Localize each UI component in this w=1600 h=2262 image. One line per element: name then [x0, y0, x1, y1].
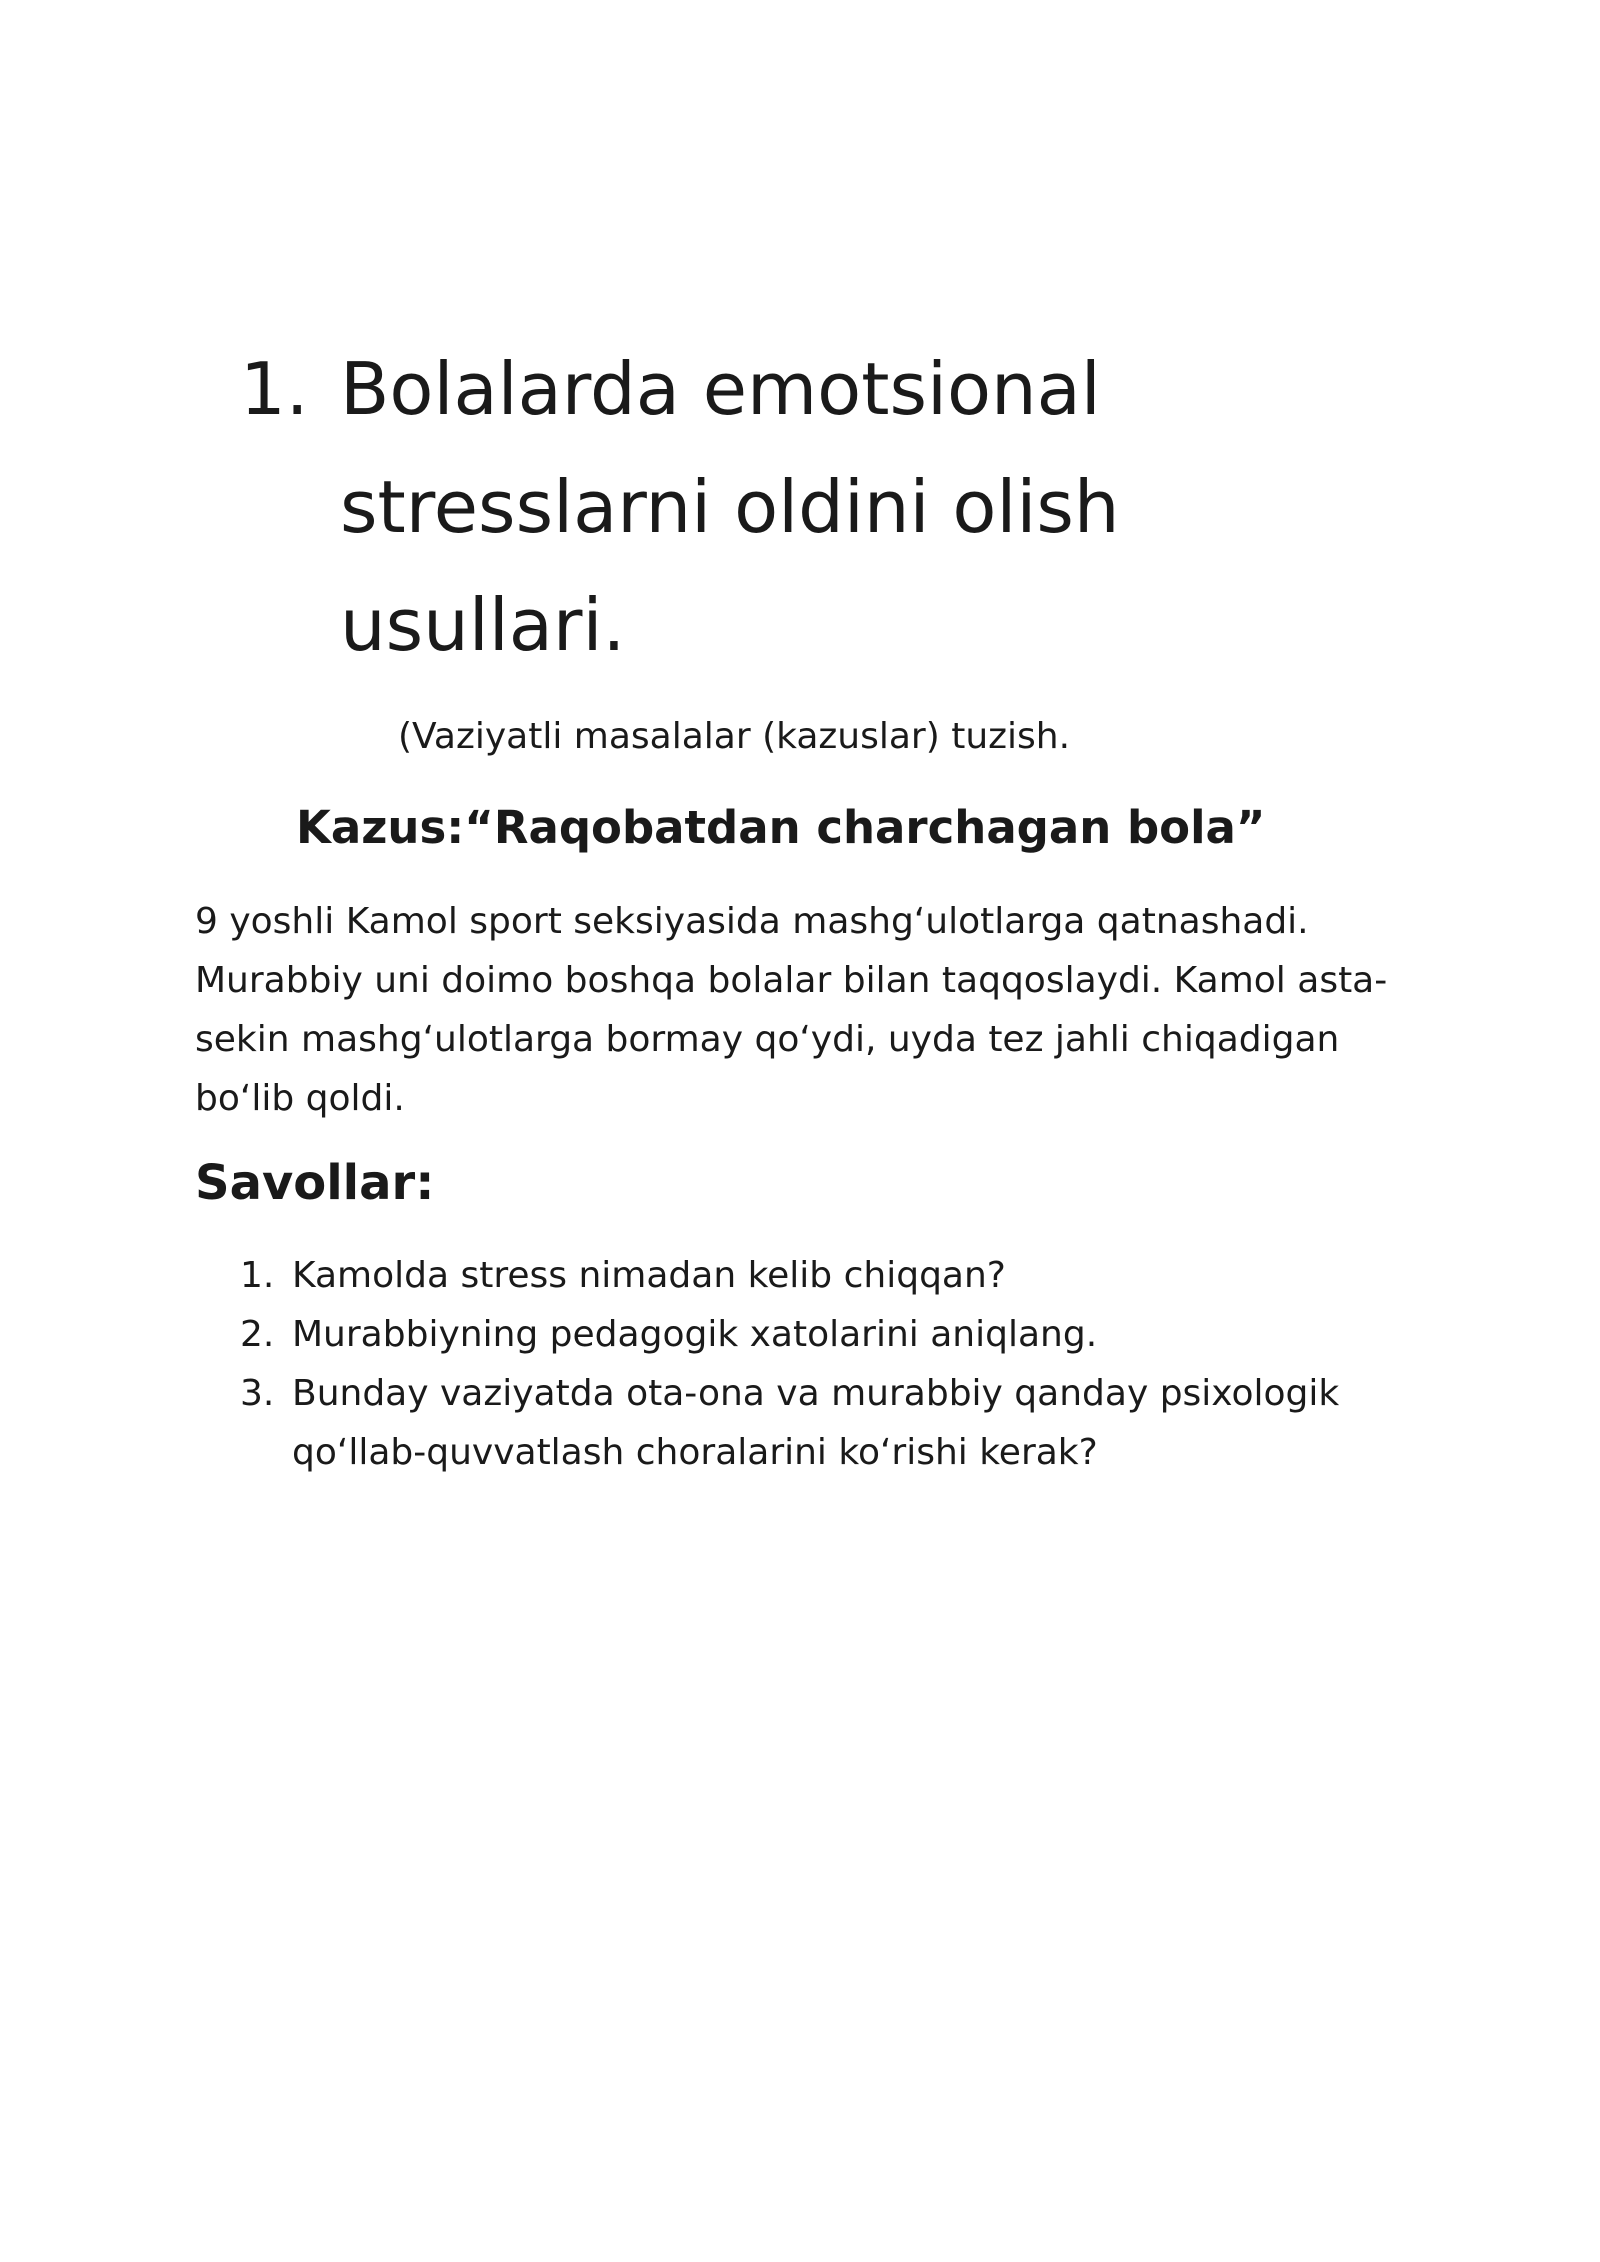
list-item — [240, 1246, 1390, 1305]
question-text: Kamolda stress nimadan kelib chiqqan? — [292, 1255, 1006, 1296]
questions-heading: Savollar: — [195, 1155, 435, 1211]
list-item — [240, 1305, 1390, 1364]
question-number: 2. — [240, 1314, 275, 1355]
question-number: 1. — [240, 1255, 275, 1296]
question-text: Bunday vaziyatda ota-ona va murabbiy qanday psixologik qo‘llab-quvvatlash choralarini ko‘rishi kerak? — [292, 1373, 1340, 1473]
case-title: Kazus:“Raqobatdan charchagan bola” — [296, 801, 1266, 854]
list-item — [240, 1364, 1390, 1482]
subnote: (Vaziyatli masalalar (kazuslar) tuzish. — [398, 716, 1071, 757]
main-heading-text: Bolalarda emotsional stresslarni oldini olish usullari. — [340, 347, 1120, 667]
questions-list — [240, 1246, 1390, 1482]
case-body: 9 yoshli Kamol sport seksiyasida mashg‘ulotlarga qatnashadi. Murabbiy uni doimo boshqa bolalar bilan taqqoslaydi. Kamol asta-sekin mashg‘ulotlarga bormay qo‘ydi, uyda tez jahli chiqadigan bo‘lib qoldi. — [195, 901, 1388, 1119]
main-heading-number: 1. — [240, 347, 309, 431]
question-text: Murabbiyning pedagogik xatolarini aniqlang. — [292, 1314, 1098, 1355]
main-heading — [240, 330, 1240, 684]
question-number: 3. — [240, 1373, 275, 1414]
